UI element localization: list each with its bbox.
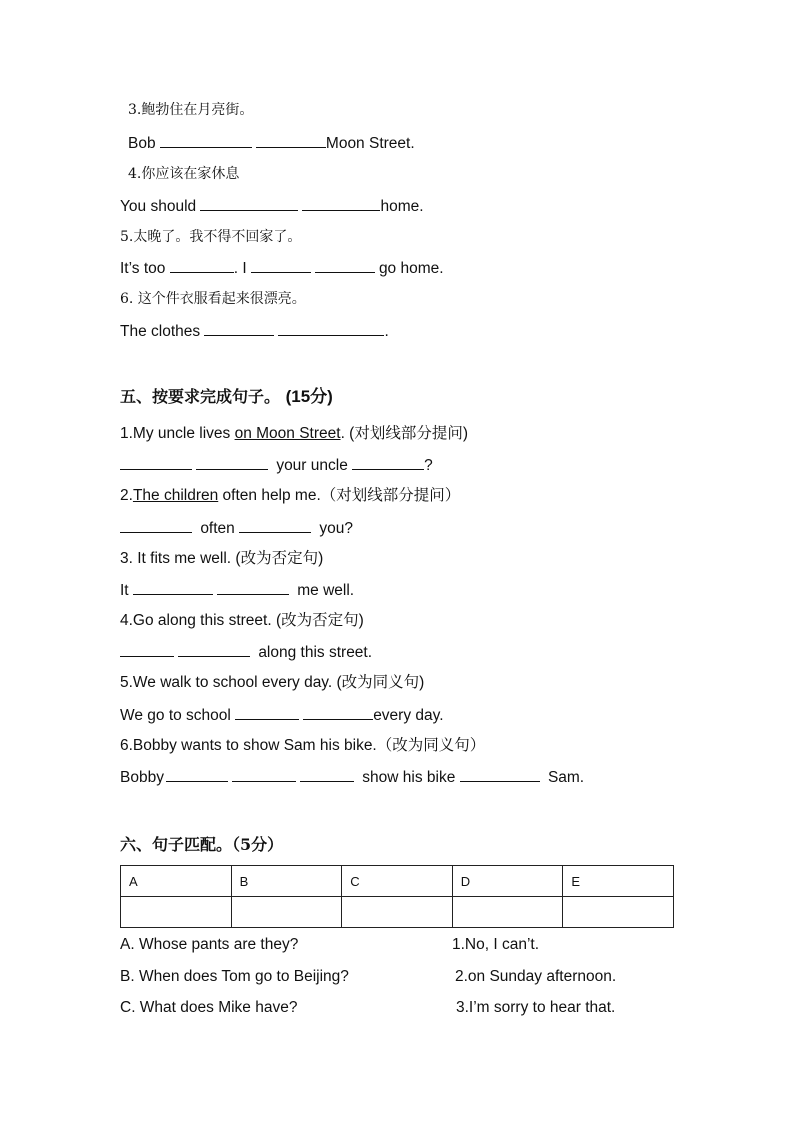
match-question-a: A. Whose pants are they?: [120, 936, 299, 953]
blank-field[interactable]: [302, 196, 380, 211]
blank-field[interactable]: [196, 455, 268, 470]
q3-sentence: [128, 133, 415, 154]
s5-a6-start: Bobby: [120, 769, 164, 786]
q5-b: . I: [233, 260, 247, 277]
s5-q1-underlined: on Moon Street: [234, 425, 341, 442]
q3-prompt: 3.鲍勃住在月亮街。: [128, 102, 254, 118]
match-answer-1: 1.No, I can’t.: [452, 936, 540, 953]
blank-field[interactable]: [170, 258, 234, 273]
blank-field[interactable]: [217, 580, 289, 595]
q5-a: It’s too: [120, 260, 166, 277]
match-answer-2: 2.on Sunday afternoon.: [455, 968, 617, 985]
s5-q2-instruction: often help me.（对划线部分提问）: [218, 487, 461, 504]
blank-field[interactable]: [178, 642, 250, 657]
answer-cell-b[interactable]: [231, 897, 342, 928]
s5-q2-number: 2.: [120, 487, 133, 504]
answer-cell-a[interactable]: [121, 897, 232, 928]
blank-field[interactable]: [315, 258, 375, 273]
q4-prompt: 4.你应该在家休息: [128, 166, 240, 182]
section6-heading: [120, 835, 283, 855]
match-question-c: C. What does Mike have?: [120, 999, 298, 1016]
q5-prompt: 5.太晚了。我不得不回家了。: [120, 229, 302, 245]
s5-a1-end: ?: [424, 457, 433, 474]
s5-a4: [120, 642, 372, 663]
q4-sentence: [120, 196, 424, 217]
blank-field[interactable]: [239, 518, 311, 533]
s5-a3-start: It: [120, 582, 129, 599]
q3-end: Moon Street.: [325, 135, 415, 152]
column-e-header: E: [563, 866, 674, 897]
s5-q1-instruction: . (对划线部分提问): [340, 425, 468, 442]
s5-q2: [120, 486, 460, 506]
s5-a2-end: you?: [319, 520, 354, 537]
s5-q3: 3. It fits me well. (改为否定句): [120, 550, 324, 567]
s5-a1-mid: your uncle: [276, 457, 348, 474]
blank-field[interactable]: [166, 767, 228, 782]
q6-end: .: [384, 323, 389, 340]
blank-field[interactable]: [352, 455, 424, 470]
blank-field[interactable]: [204, 321, 274, 336]
s5-a3: [120, 580, 354, 601]
answer-table-input-row: [121, 897, 674, 928]
blank-field[interactable]: [460, 767, 540, 782]
s5-q5: 5.We walk to school every day. (改为同义句): [120, 674, 425, 691]
answer-cell-e[interactable]: [563, 897, 674, 928]
s5-q4: 4.Go along this street. (改为否定句): [120, 612, 364, 629]
section6-points: （5分）: [232, 835, 284, 854]
blank-field[interactable]: [160, 133, 252, 148]
blank-field[interactable]: [235, 705, 299, 720]
s5-a6-end: Sam.: [547, 769, 585, 786]
s5-a4-end: along this street.: [258, 644, 373, 661]
s5-a5-end: every day.: [373, 707, 444, 724]
s5-a5: [120, 705, 444, 726]
q5-sentence: [120, 258, 444, 279]
blank-field[interactable]: [120, 518, 192, 533]
q4-end: home.: [380, 198, 424, 215]
s5-q2-underlined: The children: [132, 487, 219, 504]
blank-field[interactable]: [133, 580, 213, 595]
blank-field[interactable]: [200, 196, 298, 211]
s5-q1-text: 1.My uncle lives: [120, 425, 235, 442]
section5-title: 五、按要求完成句子。: [120, 387, 281, 406]
blank-field[interactable]: [303, 705, 373, 720]
column-b-header: B: [231, 866, 342, 897]
answer-table-header-row: [121, 866, 674, 897]
answer-cell-c[interactable]: [342, 897, 453, 928]
blank-field[interactable]: [120, 642, 174, 657]
s5-a1: [120, 455, 433, 476]
s5-q1: [120, 424, 468, 444]
q4-start: You should: [120, 198, 197, 215]
column-a-header: A: [121, 866, 232, 897]
blank-field[interactable]: [120, 455, 192, 470]
q6-sentence: [120, 321, 389, 342]
blank-field[interactable]: [256, 133, 326, 148]
s5-a2-mid: often: [200, 520, 235, 537]
answer-table: [120, 865, 674, 928]
s5-a2: [120, 518, 353, 539]
q5-c: go home.: [378, 260, 444, 277]
match-question-b: B. When does Tom go to Beijing?: [120, 968, 349, 985]
match-answer-3: 3.I’m sorry to hear that.: [456, 999, 616, 1016]
column-d-header: D: [452, 866, 563, 897]
section5-heading: [120, 387, 333, 407]
column-c-header: C: [342, 866, 453, 897]
s5-a6-mid: show his bike: [362, 769, 456, 786]
section5-points: (15分): [285, 387, 333, 406]
q6-start: The clothes: [120, 323, 201, 340]
s5-a6: [120, 767, 584, 788]
q6-prompt: 6. 这个件衣服看起来很漂亮。: [120, 291, 306, 307]
s5-a5-start: We go to school: [120, 707, 231, 724]
section6-title: 六、句子匹配。: [120, 835, 233, 854]
blank-field[interactable]: [300, 767, 354, 782]
s5-a3-end: me well.: [297, 582, 355, 599]
blank-field[interactable]: [251, 258, 311, 273]
q3-start: Bob: [128, 135, 156, 152]
s5-q6: 6.Bobby wants to show Sam his bike.（改为同义句）: [120, 737, 486, 754]
answer-cell-d[interactable]: [452, 897, 563, 928]
blank-field[interactable]: [232, 767, 296, 782]
blank-field[interactable]: [278, 321, 384, 336]
